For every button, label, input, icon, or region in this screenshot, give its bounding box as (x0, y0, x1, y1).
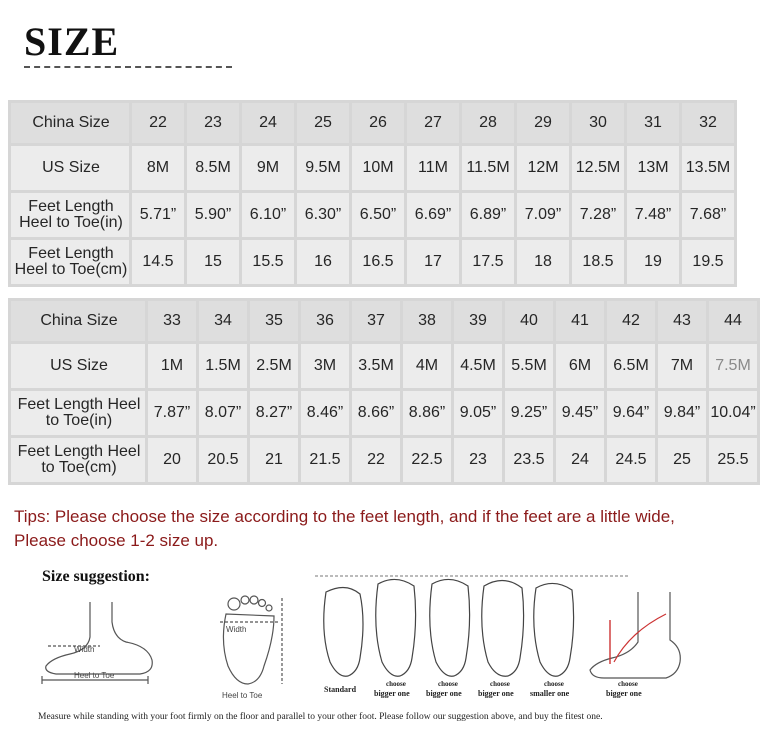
size-cell: 22 (132, 103, 184, 143)
size-cell: 36 (301, 301, 349, 341)
size-cell: 22 (352, 438, 400, 482)
size-cell: 18.5 (572, 240, 624, 284)
foot-outlines (324, 579, 574, 676)
size-cell: 6.69” (407, 193, 459, 237)
size-cell: 30 (572, 103, 624, 143)
size-cell: 15 (187, 240, 239, 284)
size-cell: 23.5 (505, 438, 553, 482)
size-cell: 13.5M (682, 146, 734, 190)
size-cell: 19.5 (682, 240, 734, 284)
tips-line-1: Tips: Please choose the size according to the feet length, and if the feet are a little wide, (14, 507, 675, 526)
size-cell: 9M (242, 146, 294, 190)
size-suggestion-panel (30, 562, 720, 730)
heading-divider (24, 66, 232, 68)
size-cell: 7M (658, 344, 706, 388)
size-cell: 9.5M (297, 146, 349, 190)
size-cell: 16 (297, 240, 349, 284)
size-cell: 10M (352, 146, 404, 190)
size-cell: 15.5 (242, 240, 294, 284)
size-cell: 31 (627, 103, 679, 143)
size-cell: 26 (352, 103, 404, 143)
size-cell: 11.5M (462, 146, 514, 190)
size-cell: 9.05” (454, 391, 502, 435)
size-cell: 5.71” (132, 193, 184, 237)
size-cell: 22.5 (403, 438, 451, 482)
size-cell: 24.5 (607, 438, 655, 482)
size-row (11, 146, 734, 190)
size-row (11, 301, 757, 341)
size-cell: 44 (709, 301, 757, 341)
choose-label-2a: choose (438, 680, 458, 688)
size-cell: 2.5M (250, 344, 298, 388)
choose-label-4b: smaller one (530, 689, 570, 698)
row-label: China Size (11, 103, 129, 143)
width-label: Width (74, 645, 95, 654)
size-cell: 17 (407, 240, 459, 284)
choose-label-1a: choose (386, 680, 406, 688)
size-cell: 7.68” (682, 193, 734, 237)
size-cell: 7.28” (572, 193, 624, 237)
size-suggestion-title: Size suggestion: (42, 568, 150, 585)
size-cell: 7.09” (517, 193, 569, 237)
size-cell: 6.5M (607, 344, 655, 388)
choose-label-4a: choose (544, 680, 564, 688)
size-cell: 25 (297, 103, 349, 143)
size-cell: 9.64” (607, 391, 655, 435)
size-cell: 18 (517, 240, 569, 284)
size-cell: 32 (682, 103, 734, 143)
size-cell: 14.5 (132, 240, 184, 284)
measure-note: Measure while standing with your foot firmly on the floor and parallel to your other foot. Please follow our suggestion above, and buy the fitest one. (38, 712, 603, 722)
size-cell: 25 (658, 438, 706, 482)
size-cell: 16.5 (352, 240, 404, 284)
size-cell: 13M (627, 146, 679, 190)
size-cell: 35 (250, 301, 298, 341)
size-cell: 11M (407, 146, 459, 190)
size-row (11, 103, 734, 143)
row-label: Feet Length Heel to Toe(cm) (11, 438, 145, 482)
bigger-foot-icon-1 (376, 579, 416, 676)
size-cell: 7.5M (709, 344, 757, 388)
tips-line-2: Please choose 1-2 size up. (14, 531, 219, 550)
size-row (11, 438, 757, 482)
choose-label-3b: bigger one (478, 689, 514, 698)
size-cell: 1.5M (199, 344, 247, 388)
size-cell: 4M (403, 344, 451, 388)
heel-to-toe-label: Heel to Toe (74, 671, 115, 680)
size-cell: 24 (242, 103, 294, 143)
size-cell: 41 (556, 301, 604, 341)
size-cell: 9.25” (505, 391, 553, 435)
toe-foot-icon (590, 592, 680, 678)
size-cell: 42 (607, 301, 655, 341)
size-cell: 28 (462, 103, 514, 143)
size-cell: 20.5 (199, 438, 247, 482)
bigger-foot-icon-3 (482, 580, 524, 676)
size-cell: 7.87” (148, 391, 196, 435)
size-cell: 21 (250, 438, 298, 482)
choose-label-3a: choose (490, 680, 510, 688)
width-label-2: Width (226, 625, 247, 634)
size-cell: 3.5M (352, 344, 400, 388)
size-cell: 20 (148, 438, 196, 482)
size-cell: 38 (403, 301, 451, 341)
size-cell: 33 (148, 301, 196, 341)
size-cell: 8.46” (301, 391, 349, 435)
size-cell: 8.27” (250, 391, 298, 435)
size-cell: 40 (505, 301, 553, 341)
choose-label-1b: bigger one (374, 689, 410, 698)
size-cell: 25.5 (709, 438, 757, 482)
size-cell: 8.07” (199, 391, 247, 435)
size-cell: 27 (407, 103, 459, 143)
size-cell: 21.5 (301, 438, 349, 482)
row-label: China Size (11, 301, 145, 341)
size-cell: 10.04” (709, 391, 757, 435)
row-label: Feet Length Heel to Toe(in) (11, 391, 145, 435)
size-heading: SIZE (24, 19, 120, 64)
smaller-foot-icon (534, 583, 574, 676)
size-row (11, 240, 734, 284)
size-cell: 3M (301, 344, 349, 388)
size-cell: 6M (556, 344, 604, 388)
size-cell: 17.5 (462, 240, 514, 284)
size-cell: 6.10” (242, 193, 294, 237)
size-table-1 (8, 100, 737, 287)
choose-label-5b: bigger one (606, 689, 642, 698)
bigger-foot-icon-2 (430, 579, 470, 676)
row-label: Feet Length Heel to Toe(cm) (11, 240, 129, 284)
size-cell: 9.45” (556, 391, 604, 435)
size-row (11, 193, 734, 237)
size-cell: 5.5M (505, 344, 553, 388)
size-cell: 8.5M (187, 146, 239, 190)
size-cell: 29 (517, 103, 569, 143)
heel-to-toe-label-2: Heel to Toe (222, 691, 263, 700)
size-table-2 (8, 298, 760, 485)
size-cell: 39 (454, 301, 502, 341)
size-row (11, 344, 757, 388)
size-cell: 43 (658, 301, 706, 341)
size-cell: 23 (454, 438, 502, 482)
choose-label-2b: bigger one (426, 689, 462, 698)
choose-label-5a: choose (618, 680, 638, 688)
size-cell: 12.5M (572, 146, 624, 190)
size-cell: 6.30” (297, 193, 349, 237)
size-cell: 19 (627, 240, 679, 284)
size-cell: 6.89” (462, 193, 514, 237)
size-row (11, 391, 757, 435)
size-cell: 37 (352, 301, 400, 341)
size-cell: 9.84” (658, 391, 706, 435)
size-cell: 8.66” (352, 391, 400, 435)
row-label: US Size (11, 344, 145, 388)
size-cell: 8.86” (403, 391, 451, 435)
size-cell: 5.90” (187, 193, 239, 237)
size-cell: 12M (517, 146, 569, 190)
row-label: Feet Length Heel to Toe(in) (11, 193, 129, 237)
size-cell: 6.50” (352, 193, 404, 237)
top-foot-icon (220, 596, 282, 684)
row-label: US Size (11, 146, 129, 190)
standard-label: Standard (324, 685, 357, 694)
size-cell: 24 (556, 438, 604, 482)
size-cell: 8M (132, 146, 184, 190)
size-cell: 4.5M (454, 344, 502, 388)
standard-foot-icon (324, 587, 363, 676)
size-cell: 7.48” (627, 193, 679, 237)
size-cell: 1M (148, 344, 196, 388)
size-cell: 23 (187, 103, 239, 143)
tips-text (14, 505, 744, 553)
size-cell: 34 (199, 301, 247, 341)
